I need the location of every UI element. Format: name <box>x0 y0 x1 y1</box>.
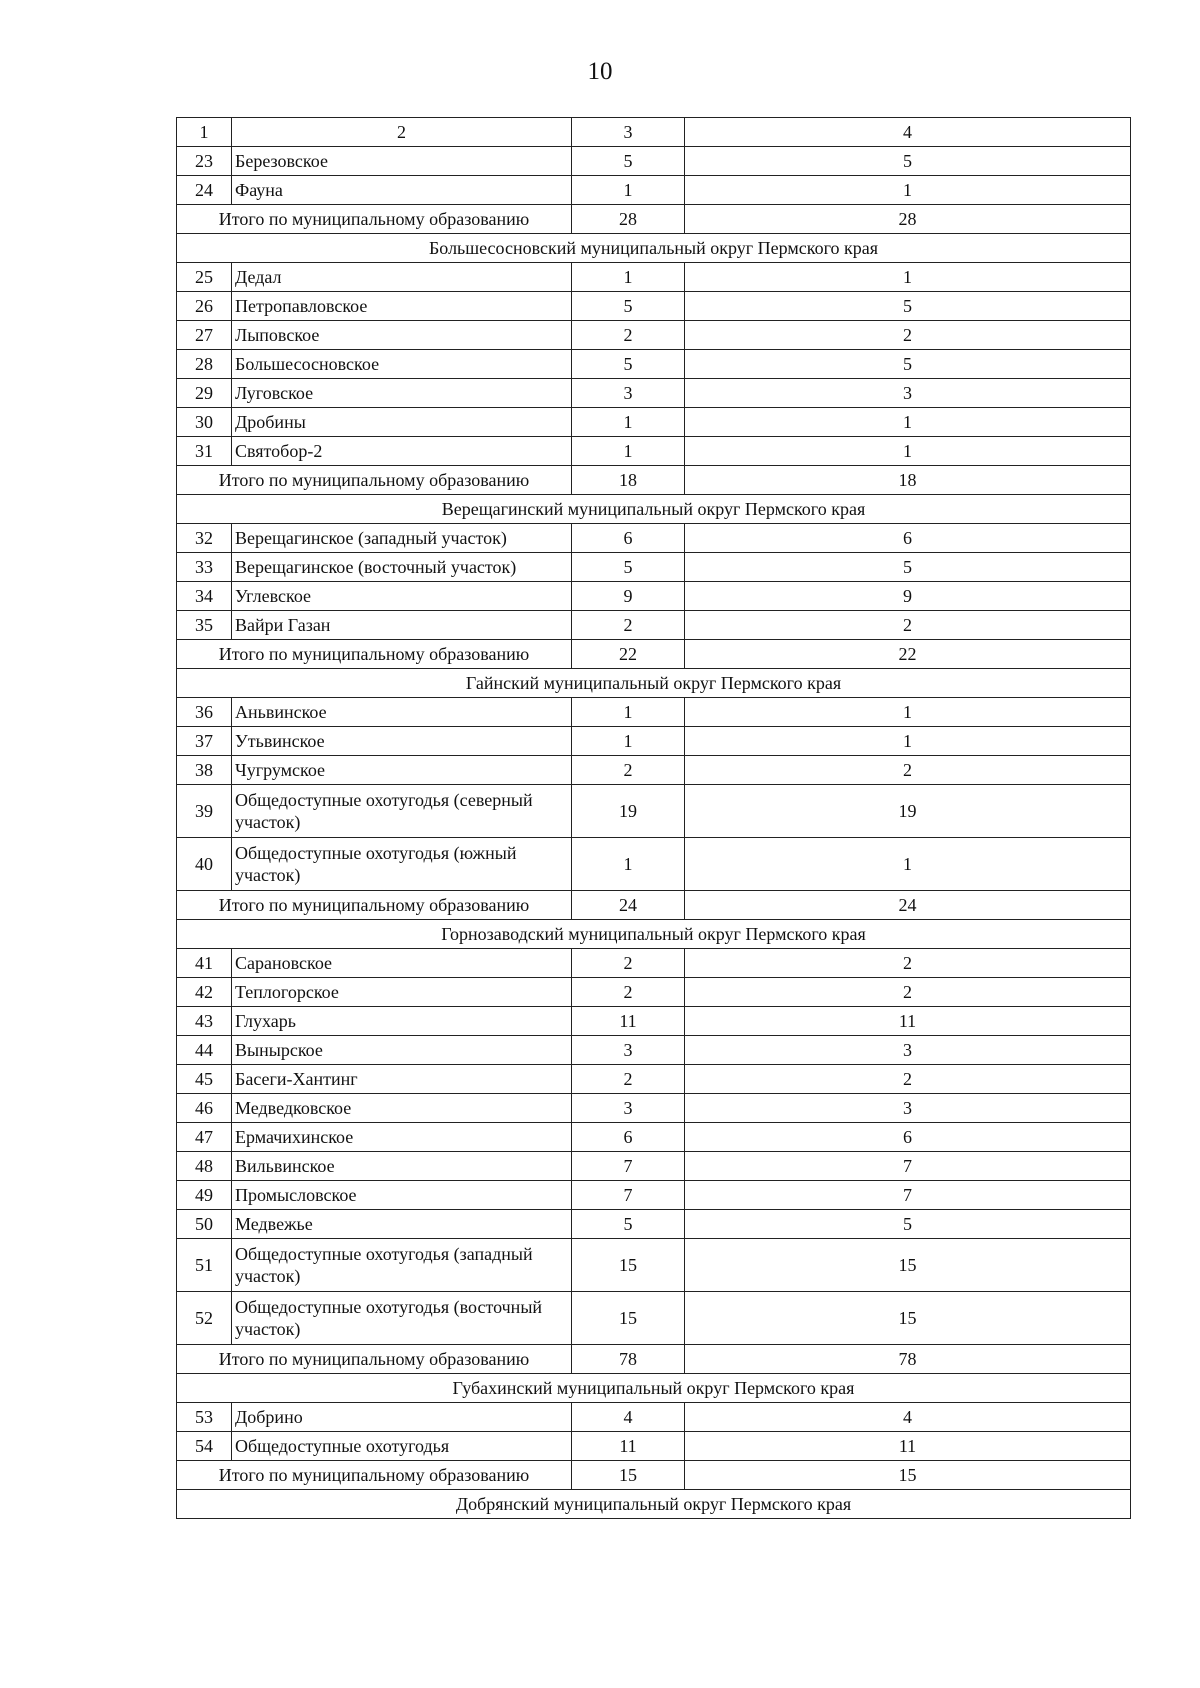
hunting-ground-name: Теплогорское <box>232 978 572 1007</box>
column-4-value: 5 <box>685 147 1131 176</box>
column-4-value: 3 <box>685 1094 1131 1123</box>
table-row <box>177 978 1131 1007</box>
total-label: Итого по муниципальному образованию <box>177 891 572 920</box>
column-3-value: 11 <box>572 1432 685 1461</box>
district-title: Большесосновский муниципальный округ Пермского края <box>177 234 1131 263</box>
row-number: 47 <box>177 1123 232 1152</box>
table-row <box>177 350 1131 379</box>
row-number: 49 <box>177 1181 232 1210</box>
hunting-ground-name: Верещагинское (восточный участок) <box>232 553 572 582</box>
table-row <box>177 1432 1131 1461</box>
district-title: Верещагинский муниципальный округ Пермского края <box>177 495 1131 524</box>
hunting-ground-name: Углевское <box>232 582 572 611</box>
column-4-value: 11 <box>685 1007 1131 1036</box>
district-title: Горнозаводский муниципальный округ Пермского края <box>177 920 1131 949</box>
total-row <box>177 205 1131 234</box>
hunting-ground-name: Общедоступные охотугодья (западный участок) <box>232 1239 572 1292</box>
row-number: 28 <box>177 350 232 379</box>
hunting-ground-name: Лыповское <box>232 321 572 350</box>
column-3-value: 1 <box>572 263 685 292</box>
total-label: Итого по муниципальному образованию <box>177 1345 572 1374</box>
table-row <box>177 756 1131 785</box>
hunting-ground-name: Добрино <box>232 1403 572 1432</box>
district-title: Добрянский муниципальный округ Пермского края <box>177 1490 1131 1519</box>
row-number: 44 <box>177 1036 232 1065</box>
row-number: 31 <box>177 437 232 466</box>
district-row <box>177 920 1131 949</box>
column-3-value: 2 <box>572 949 685 978</box>
hunting-ground-name: Общедоступные охотугодья (северный участок) <box>232 785 572 838</box>
row-number: 48 <box>177 1152 232 1181</box>
hunting-ground-name: Сарановское <box>232 949 572 978</box>
table-row <box>177 1239 1131 1292</box>
column-3-value: 19 <box>572 785 685 838</box>
column-3-value: 15 <box>572 1292 685 1345</box>
column-3-value: 6 <box>572 524 685 553</box>
table-row <box>177 785 1131 838</box>
row-number: 42 <box>177 978 232 1007</box>
column-4-value: 5 <box>685 553 1131 582</box>
hunting-ground-name: Дробины <box>232 408 572 437</box>
column-3-value: 2 <box>572 1065 685 1094</box>
hunting-ground-name: Березовское <box>232 147 572 176</box>
column-4-value: 9 <box>685 582 1131 611</box>
hunting-ground-name: Луговское <box>232 379 572 408</box>
total-column-4: 28 <box>685 205 1131 234</box>
total-column-3: 18 <box>572 466 685 495</box>
column-4-value: 3 <box>685 1036 1131 1065</box>
row-number: 37 <box>177 727 232 756</box>
district-title: Гайнский муниципальный округ Пермского края <box>177 669 1131 698</box>
column-3-value: 1 <box>572 176 685 205</box>
row-number: 45 <box>177 1065 232 1094</box>
hunting-ground-name: Дедал <box>232 263 572 292</box>
table-row <box>177 147 1131 176</box>
total-column-4: 15 <box>685 1461 1131 1490</box>
row-number: 43 <box>177 1007 232 1036</box>
row-number: 53 <box>177 1403 232 1432</box>
row-number: 24 <box>177 176 232 205</box>
table-row <box>177 524 1131 553</box>
column-4-value: 5 <box>685 1210 1131 1239</box>
column-3-value: 4 <box>572 1403 685 1432</box>
column-4-value: 7 <box>685 1152 1131 1181</box>
hunting-ground-name: Святобор-2 <box>232 437 572 466</box>
table-row <box>177 611 1131 640</box>
row-number: 52 <box>177 1292 232 1345</box>
column-3-value: 6 <box>572 1123 685 1152</box>
column-3-value: 3 <box>572 1036 685 1065</box>
row-number: 50 <box>177 1210 232 1239</box>
row-number: 51 <box>177 1239 232 1292</box>
table-row <box>177 408 1131 437</box>
table-row <box>177 1007 1131 1036</box>
row-number: 32 <box>177 524 232 553</box>
column-4-value: 2 <box>685 321 1131 350</box>
total-row <box>177 891 1131 920</box>
column-4-value: 2 <box>685 949 1131 978</box>
table-row <box>177 263 1131 292</box>
table-row <box>177 727 1131 756</box>
column-3-value: 15 <box>572 1239 685 1292</box>
hunting-ground-name: Общедоступные охотугодья (восточный участок) <box>232 1292 572 1345</box>
column-4-value: 7 <box>685 1181 1131 1210</box>
total-column-3: 22 <box>572 640 685 669</box>
hunting-ground-name: Вынырское <box>232 1036 572 1065</box>
column-3-value: 1 <box>572 727 685 756</box>
hunting-ground-name: Утьвинское <box>232 727 572 756</box>
total-label: Итого по муниципальному образованию <box>177 466 572 495</box>
table-row <box>177 949 1131 978</box>
row-number: 46 <box>177 1094 232 1123</box>
column-4-value: 2 <box>685 978 1131 1007</box>
column-4-value: 19 <box>685 785 1131 838</box>
row-number: 36 <box>177 698 232 727</box>
hunting-ground-name: Общедоступные охотугодья <box>232 1432 572 1461</box>
total-row <box>177 640 1131 669</box>
column-3-value: 2 <box>572 321 685 350</box>
table-row <box>177 698 1131 727</box>
column-4-value: 1 <box>685 408 1131 437</box>
table-row <box>177 437 1131 466</box>
header-row <box>177 118 1131 147</box>
column-3-value: 2 <box>572 611 685 640</box>
column-3-value: 1 <box>572 838 685 891</box>
table-row <box>177 582 1131 611</box>
column-4-value: 6 <box>685 1123 1131 1152</box>
hunting-ground-name: Медведковское <box>232 1094 572 1123</box>
column-4-value: 11 <box>685 1432 1131 1461</box>
column-4-value: 3 <box>685 379 1131 408</box>
column-4-value: 1 <box>685 698 1131 727</box>
row-number: 54 <box>177 1432 232 1461</box>
hunting-ground-name: Басеги-Хантинг <box>232 1065 572 1094</box>
table-row <box>177 1094 1131 1123</box>
column-4-value: 6 <box>685 524 1131 553</box>
column-3-value: 3 <box>572 379 685 408</box>
column-4-value: 2 <box>685 756 1131 785</box>
column-4-value: 2 <box>685 611 1131 640</box>
row-number: 27 <box>177 321 232 350</box>
total-column-4: 24 <box>685 891 1131 920</box>
column-3-value: 5 <box>572 147 685 176</box>
header-cell-3: 3 <box>572 118 685 147</box>
column-4-value: 4 <box>685 1403 1131 1432</box>
column-3-value: 1 <box>572 437 685 466</box>
table-row <box>177 1181 1131 1210</box>
table-row <box>177 1123 1131 1152</box>
total-column-3: 28 <box>572 205 685 234</box>
column-4-value: 1 <box>685 263 1131 292</box>
column-3-value: 5 <box>572 292 685 321</box>
district-row <box>177 234 1131 263</box>
column-3-value: 5 <box>572 350 685 379</box>
total-column-4: 18 <box>685 466 1131 495</box>
column-3-value: 2 <box>572 756 685 785</box>
row-number: 33 <box>177 553 232 582</box>
table-body <box>177 118 1131 1519</box>
row-number: 39 <box>177 785 232 838</box>
column-3-value: 1 <box>572 698 685 727</box>
table-row <box>177 1152 1131 1181</box>
table-row <box>177 176 1131 205</box>
row-number: 41 <box>177 949 232 978</box>
total-column-3: 78 <box>572 1345 685 1374</box>
row-number: 29 <box>177 379 232 408</box>
table-row <box>177 838 1131 891</box>
district-row <box>177 669 1131 698</box>
total-row <box>177 1461 1131 1490</box>
table-row <box>177 553 1131 582</box>
hunting-ground-name: Верещагинское (западный участок) <box>232 524 572 553</box>
header-cell-2: 2 <box>232 118 572 147</box>
total-column-3: 24 <box>572 891 685 920</box>
row-number: 40 <box>177 838 232 891</box>
header-cell-4: 4 <box>685 118 1131 147</box>
hunting-ground-name: Глухарь <box>232 1007 572 1036</box>
total-column-4: 22 <box>685 640 1131 669</box>
column-3-value: 1 <box>572 408 685 437</box>
column-3-value: 5 <box>572 553 685 582</box>
row-number: 26 <box>177 292 232 321</box>
total-column-4: 78 <box>685 1345 1131 1374</box>
row-number: 23 <box>177 147 232 176</box>
total-label: Итого по муниципальному образованию <box>177 1461 572 1490</box>
column-4-value: 1 <box>685 838 1131 891</box>
hunting-ground-name: Вильвинское <box>232 1152 572 1181</box>
table-row <box>177 1292 1131 1345</box>
row-number: 34 <box>177 582 232 611</box>
district-title: Губахинский муниципальный округ Пермского края <box>177 1374 1131 1403</box>
table-row <box>177 379 1131 408</box>
district-row <box>177 1490 1131 1519</box>
total-label: Итого по муниципальному образованию <box>177 205 572 234</box>
column-3-value: 3 <box>572 1094 685 1123</box>
hunting-ground-name: Петропавловское <box>232 292 572 321</box>
header-cell-1: 1 <box>177 118 232 147</box>
hunting-ground-name: Вайри Газан <box>232 611 572 640</box>
column-4-value: 2 <box>685 1065 1131 1094</box>
row-number: 30 <box>177 408 232 437</box>
total-row <box>177 466 1131 495</box>
hunting-ground-name: Медвежье <box>232 1210 572 1239</box>
total-column-3: 15 <box>572 1461 685 1490</box>
row-number: 38 <box>177 756 232 785</box>
page-number: 10 <box>587 58 613 85</box>
hunting-ground-name: Промысловское <box>232 1181 572 1210</box>
total-row <box>177 1345 1131 1374</box>
table-row <box>177 1065 1131 1094</box>
hunting-ground-name: Фауна <box>232 176 572 205</box>
column-4-value: 1 <box>685 727 1131 756</box>
total-label: Итого по муниципальному образованию <box>177 640 572 669</box>
column-4-value: 15 <box>685 1292 1131 1345</box>
row-number: 25 <box>177 263 232 292</box>
column-4-value: 5 <box>685 292 1131 321</box>
hunting-ground-name: Большесосновское <box>232 350 572 379</box>
table-row <box>177 292 1131 321</box>
row-number: 35 <box>177 611 232 640</box>
column-3-value: 7 <box>572 1152 685 1181</box>
hunting-ground-name: Ермачихинское <box>232 1123 572 1152</box>
table-row <box>177 1036 1131 1065</box>
district-row <box>177 495 1131 524</box>
hunting-ground-name: Общедоступные охотугодья (южный участок) <box>232 838 572 891</box>
column-4-value: 1 <box>685 176 1131 205</box>
hunting-ground-name: Аньвинское <box>232 698 572 727</box>
hunting-ground-name: Чугрумское <box>232 756 572 785</box>
column-3-value: 2 <box>572 978 685 1007</box>
column-3-value: 7 <box>572 1181 685 1210</box>
column-4-value: 15 <box>685 1239 1131 1292</box>
column-3-value: 9 <box>572 582 685 611</box>
district-row <box>177 1374 1131 1403</box>
table-row <box>177 1403 1131 1432</box>
table-row <box>177 1210 1131 1239</box>
column-4-value: 5 <box>685 350 1131 379</box>
table-row <box>177 321 1131 350</box>
hunting-grounds-table <box>176 117 1131 1519</box>
column-3-value: 5 <box>572 1210 685 1239</box>
column-3-value: 11 <box>572 1007 685 1036</box>
column-4-value: 1 <box>685 437 1131 466</box>
